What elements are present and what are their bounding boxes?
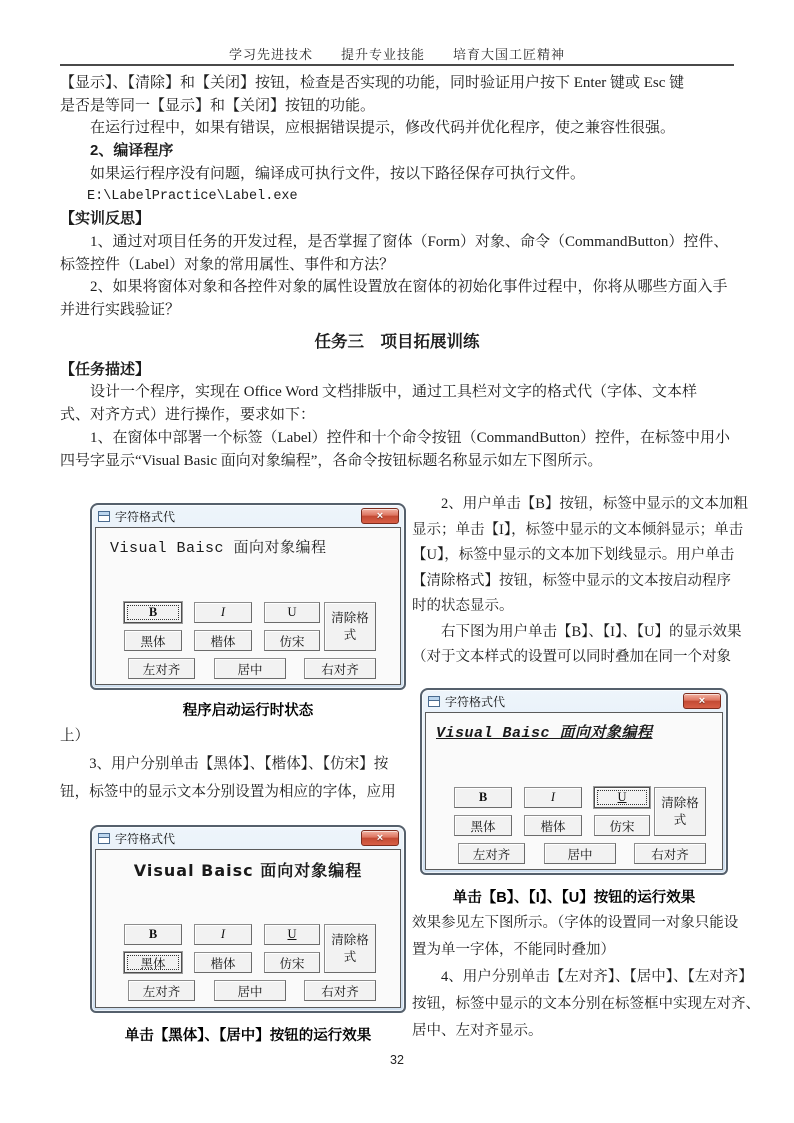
text-line: 1、在窗体中部署一个标签（Label）控件和十个命令按钮（CommandButton）控件，在标签中用小	[90, 429, 730, 446]
form-label: Visual Baisc 面向对象编程	[436, 725, 653, 742]
button-italic[interactable]: I	[524, 787, 582, 808]
text-line: 3、用户分别单击【黑体】、【楷体】、【仿宋】按	[89, 756, 389, 772]
form-titlebar[interactable]	[422, 690, 726, 712]
form-client-area	[425, 712, 723, 870]
header-rule	[60, 64, 734, 66]
left-column-text	[60, 722, 412, 806]
form-title: 字符格式代	[115, 831, 176, 846]
button-align-right[interactable]: 右对齐	[634, 843, 706, 864]
form-icon	[98, 833, 110, 844]
button-clear-format[interactable]: 清除格式	[654, 787, 706, 836]
button-kaiti-font[interactable]: 楷体	[524, 815, 582, 836]
text-line: 显示；单击【I】，标签中显示的文本倾斜显示；单击	[412, 521, 744, 538]
text-line: 置为单一字体，不能同时叠加）	[412, 942, 615, 958]
text-line: （对于文本样式的设置可以同时叠加在同一个对象	[412, 649, 731, 665]
button-kaiti-font[interactable]: 楷体	[194, 952, 252, 973]
button-heiti-font[interactable]: 黑体	[124, 630, 182, 651]
text-line: 式、对齐方式）进行操作，要求如下：	[60, 407, 316, 424]
button-align-right[interactable]: 右对齐	[304, 980, 376, 1001]
text-line: 【显示】、【清除】和【关闭】按钮，检查是否实现的功能，同时验证用户按下 Enter 键或 Esc 键	[60, 75, 685, 91]
close-icon: ×	[376, 831, 384, 844]
form-title: 字符格式代	[445, 694, 506, 709]
form-icon	[428, 696, 440, 707]
close-button[interactable]	[361, 830, 399, 846]
text-line: 上）	[60, 728, 90, 744]
button-clear-format[interactable]: 清除格式	[324, 602, 376, 651]
button-align-left[interactable]: 左对齐	[458, 843, 525, 864]
button-kaiti-font[interactable]: 楷体	[194, 630, 252, 651]
button-bold[interactable]: B	[124, 924, 182, 945]
button-underline[interactable]: U	[264, 924, 320, 945]
heading-compile-program: 2、编译程序	[90, 142, 174, 160]
button-heiti-font[interactable]: 黑体	[454, 815, 512, 836]
figure-caption-form2: 单击【B】、【I】、【U】按钮的运行效果	[452, 890, 696, 906]
button-fangsong-font[interactable]: 仿宋	[264, 630, 320, 651]
text-line: 在运行过程中，如果有错误，应根据错误提示，修改代码并优化程序，使之兼容性很强。	[90, 120, 676, 137]
button-underline[interactable]: U	[594, 787, 650, 808]
text-line: 按钮，标签中显示的文本分别在标签框中实现左对齐、	[412, 996, 760, 1012]
form-client-area	[95, 527, 401, 685]
exe-path: E:\LabelPractice\Label.exe	[87, 188, 298, 204]
button-italic[interactable]: I	[194, 602, 252, 623]
text-line: 标签控件（Label）对象的常用属性、事件和方法？	[60, 256, 395, 273]
form-title: 字符格式代	[115, 509, 176, 524]
button-align-right[interactable]: 右对齐	[304, 658, 376, 679]
vb-form-window-heiti-center	[90, 825, 406, 1013]
text-line: 并进行实践验证？	[60, 302, 181, 319]
text-line: 4、用户分别单击【左对齐】、【居中】、【左对齐】	[441, 969, 753, 985]
close-button[interactable]	[683, 693, 721, 709]
close-icon: ×	[376, 509, 384, 522]
form-titlebar[interactable]	[92, 827, 404, 849]
button-align-center[interactable]: 居中	[214, 980, 286, 1001]
form-label: Visual Baisc 面向对象编程	[110, 540, 327, 557]
button-align-left[interactable]: 左对齐	[128, 980, 195, 1001]
button-fangsong-font[interactable]: 仿宋	[264, 952, 320, 973]
right-column-text	[412, 492, 748, 671]
text-line: 设计一个程序，实现在 Office Word 文档排版中，通过工具栏对文字的格式代（字体、文本样	[90, 384, 697, 401]
figure-caption-form1: 程序启动运行时状态	[182, 703, 314, 719]
text-line: 是否是等同一【显示】和【关闭】按钮的功能。	[60, 97, 376, 114]
button-align-center[interactable]: 居中	[544, 843, 616, 864]
text-line: 【清除格式】按钮，标签中显示的文本按启动程序	[412, 572, 731, 589]
button-fangsong-font[interactable]: 仿宋	[594, 815, 650, 836]
right-column-text-lower	[412, 910, 760, 1045]
text-line: 居中、左对齐显示。	[412, 1023, 543, 1039]
document-body	[60, 72, 734, 472]
page-number: 32	[390, 1053, 404, 1067]
text-line: 1、通过对项目任务的开发过程，是否掌握了窗体（Form）对象、命令（CommandButton）控件、	[90, 233, 729, 250]
text-line: 钮，标签中的显示文本分别设置为相应的字体，应用	[60, 784, 396, 800]
text-line: 【U】，标签中显示的文本加下划线显示。用户单击	[412, 547, 735, 563]
text-line: 2、如果将窗体对象和各控件对象的属性设置放在窗体的初始化事件过程中，你将从哪些方面入手	[90, 279, 728, 296]
heading-task3: 任务三 项目拓展训练	[314, 332, 480, 351]
close-button[interactable]	[361, 508, 399, 524]
button-clear-format[interactable]: 清除格式	[324, 924, 376, 973]
button-heiti-font[interactable]: 黑体	[124, 952, 182, 973]
button-bold[interactable]: B	[124, 602, 182, 623]
form-icon	[98, 511, 110, 522]
form-titlebar[interactable]	[92, 505, 404, 527]
button-italic[interactable]: I	[194, 924, 252, 945]
button-align-left[interactable]: 左对齐	[128, 658, 195, 679]
form-client-area	[95, 849, 401, 1008]
button-align-center[interactable]: 居中	[214, 658, 286, 679]
page-header-motto: 学习先进技术 提升专业技能 培育大国工匠精神	[228, 47, 565, 62]
close-icon: ×	[698, 694, 706, 707]
button-underline[interactable]: U	[264, 602, 320, 623]
text-line: 时的状态显示。	[412, 598, 514, 614]
figure-caption-form3: 单击【黑体】、【居中】按钮的运行效果	[124, 1028, 372, 1044]
heading-task-description: 【任务描述】	[60, 360, 151, 378]
text-line: 四号字显示“Visual Basic 面向对象编程”，各命令按钮标题名称显示如左下图所示。	[60, 452, 603, 469]
button-bold[interactable]: B	[454, 787, 512, 808]
text-line: 如果运行程序没有问题，编译成可执行文件，按以下路径保存可执行文件。	[90, 165, 586, 182]
heading-training-reflection: 【实训反思】	[60, 210, 151, 228]
text-line: 右下图为用户单击【B】、【I】、【U】的显示效果	[441, 623, 742, 640]
text-line: 2、用户单击【B】按钮，标签中显示的文本加粗	[441, 496, 748, 512]
vb-form-window-biu	[420, 688, 728, 875]
vb-form-window-initial	[90, 503, 406, 690]
text-line: 效果参见左下图所示。（字体的设置同一对象只能设	[412, 915, 739, 931]
form-label: Visual Baisc 面向对象编程	[133, 861, 363, 880]
